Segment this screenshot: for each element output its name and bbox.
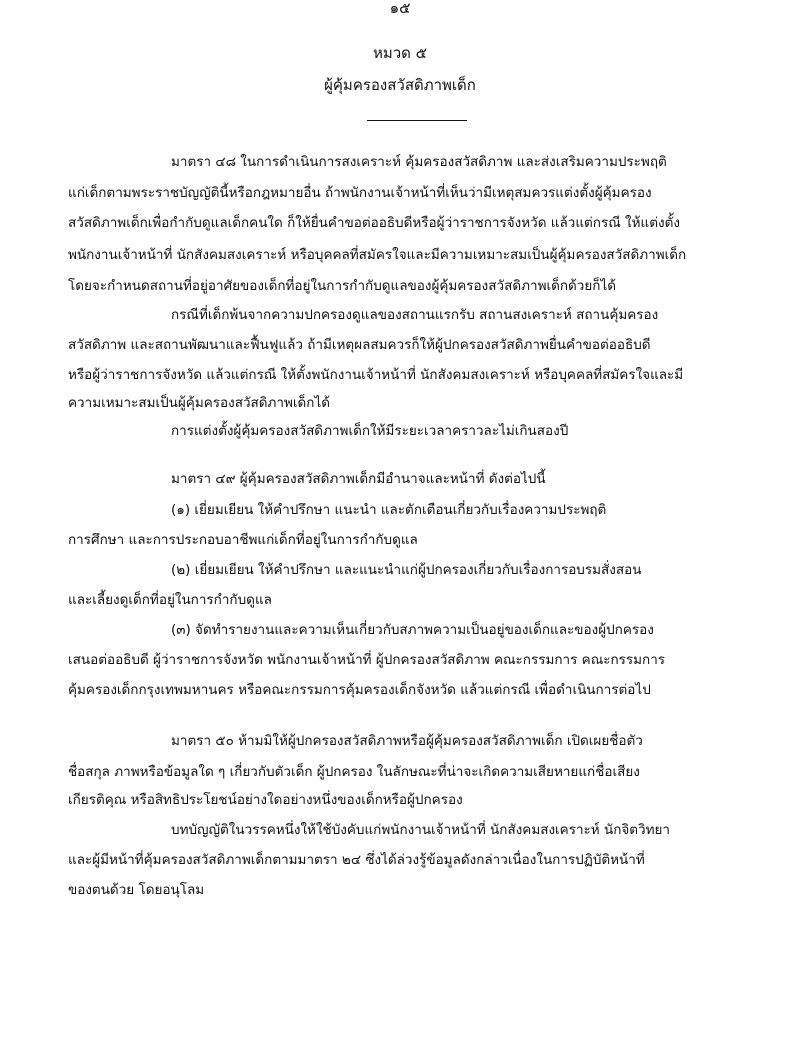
section-48-para2-line-2: สวัสดิภาพ และสถานพัฒนาและฟื้นฟูแล้ว ถ้ามีเหตุผลสมควรก็ให้ผู้ปกครองสวัสดิภาพยื่นคำขอต่ออธิบดี	[68, 337, 651, 353]
title-underline	[367, 120, 467, 121]
section-48-line-4: พนักงานเจ้าหน้าที่ นักสังคมสงเคราะห์ หรือบุคคลที่สมัครใจและมีความเหมาะสมเป็นผู้คุ้มครองสวัสดิภาพเด็ก	[68, 247, 687, 263]
section-48-line-2: แก่เด็กตามพระราชบัญญัตินี้หรือกฎหมายอื่น ถ้าพนักงานเจ้าหน้าที่เห็นว่ามีเหตุสมควรแต่งตั้งผู้คุ้มครอง	[68, 185, 652, 201]
section-49-item2-line-1: (๒) เยี่ยมเยียน ให้คำปรึกษา และแนะนำแก่ผู้ปกครองเกี่ยวกับเรื่องการอบรมสั่งสอน	[171, 562, 642, 578]
section-49-item2-line-2: และเลี้ยงดูเด็กที่อยู่ในการกำกับดูแล	[68, 592, 272, 608]
section-50-para2-line-3: ของตนด้วย โดยอนุโลม	[68, 882, 205, 898]
section-48-para2-line-3: หรือผู้ว่าราชการจังหวัด แล้วแต่กรณี ให้ตั้งพนักงานเจ้าหน้าที่ นักสังคมสงเคราะห์ หรือบุคคลที่สมัครใจและมี	[68, 367, 684, 383]
chapter-title: ผู้คุ้มครองสวัสดิภาพเด็ก	[324, 76, 476, 94]
section-49-item1-line-2: การศึกษา และการประกอบอาชีพแก่เด็กที่อยู่ในการกำกับดูแล	[68, 532, 418, 548]
section-49-line-1: มาตรา ๔๙ ผู้คุ้มครองสวัสดิภาพเด็กมีอำนาจและหน้าที่ ดังต่อไปนี้	[171, 471, 546, 487]
section-48-para3-line-1: การแต่งตั้งผู้คุ้มครองสวัสดิภาพเด็กให้มีระยะเวลาคราวละไม่เกินสองปี	[171, 423, 569, 439]
section-48-line-5: โดยจะกำหนดสถานที่อยู่อาศัยของเด็กที่อยู่ในการกำกับดูแลของผู้คุ้มครองสวัสดิภาพเด็กด้วยก็ได้	[68, 278, 617, 294]
section-48-para2-line-1: กรณีที่เด็กพ้นจากความปกครองดูแลของสถานแรกรับ สถานสงเคราะห์ สถานคุ้มครอง	[171, 307, 659, 323]
section-50-para2-line-2: และผู้มีหน้าที่คุ้มครองสวัสดิภาพเด็กตามมาตรา ๒๔ ซึ่งได้ล่วงรู้ข้อมูลดังกล่าวเนื่องในการปฏิบัติหน้าที่	[68, 852, 645, 868]
section-48-para2-line-4: ความเหมาะสมเป็นผู้คุ้มครองสวัสดิภาพเด็กได้	[68, 395, 331, 411]
section-49-item3-line-2: เสนอต่ออธิบดี ผู้ว่าราชการจังหวัด พนักงานเจ้าหน้าที่ ผู้ปกครองสวัสดิภาพ คณะกรรมการ คณะกรรมการ	[68, 652, 666, 668]
section-50-line-2: ชื่อสกุล ภาพหรือข้อมูลใด ๆ เกี่ยวกับตัวเด็ก ผู้ปกครอง ในลักษณะที่น่าจะเกิดความเสียหายแก่ชื่อเสียง	[68, 764, 640, 780]
section-50-line-3: เกียรติคุณ หรือสิทธิประโยชน์อย่างใดอย่างหนึ่งของเด็กหรือผู้ปกครอง	[68, 792, 463, 808]
section-49-item3-line-1: (๓) จัดทำรายงานและความเห็นเกี่ยวกับสภาพความเป็นอยู่ของเด็กและของผู้ปกครอง	[171, 622, 654, 638]
section-50-line-1: มาตรา ๕๐ ห้ามมิให้ผู้ปกครองสวัสดิภาพหรือผู้คุ้มครองสวัสดิภาพเด็ก เปิดเผยชื่อตัว	[171, 733, 643, 749]
section-48-line-1: มาตรา ๔๘ ในการดำเนินการสงเคราะห์ คุ้มครองสวัสดิภาพ และส่งเสริมความประพฤติ	[171, 154, 667, 170]
section-49-item1-line-1: (๑) เยี่ยมเยียน ให้คำปรึกษา แนะนำ และตักเตือนเกี่ยวกับเรื่องความประพฤติ	[171, 502, 607, 518]
page-number: ๑๕	[389, 0, 411, 17]
section-49-item3-line-3: คุ้มครองเด็กกรุงเทพมหานคร หรือคณะกรรมการคุ้มครองเด็กจังหวัด แล้วแต่กรณี เพื่อดำเนินการต่อไป	[68, 682, 651, 698]
section-48-line-3: สวัสดิภาพเด็กเพื่อกำกับดูแลเด็กคนใด ก็ให้ยื่นคำขอต่ออธิบดีหรือผู้ว่าราชการจังหวัด แล้วแต่กรณี ให้แต่งตั้ง	[68, 215, 680, 231]
section-50-para2-line-1: บทบัญญัติในวรรคหนึ่งให้ใช้บังคับแก่พนักงานเจ้าหน้าที่ นักสังคมสงเคราะห์ นักจิตวิทยา	[171, 822, 671, 838]
chapter-heading: หมวด ๕	[372, 44, 428, 62]
